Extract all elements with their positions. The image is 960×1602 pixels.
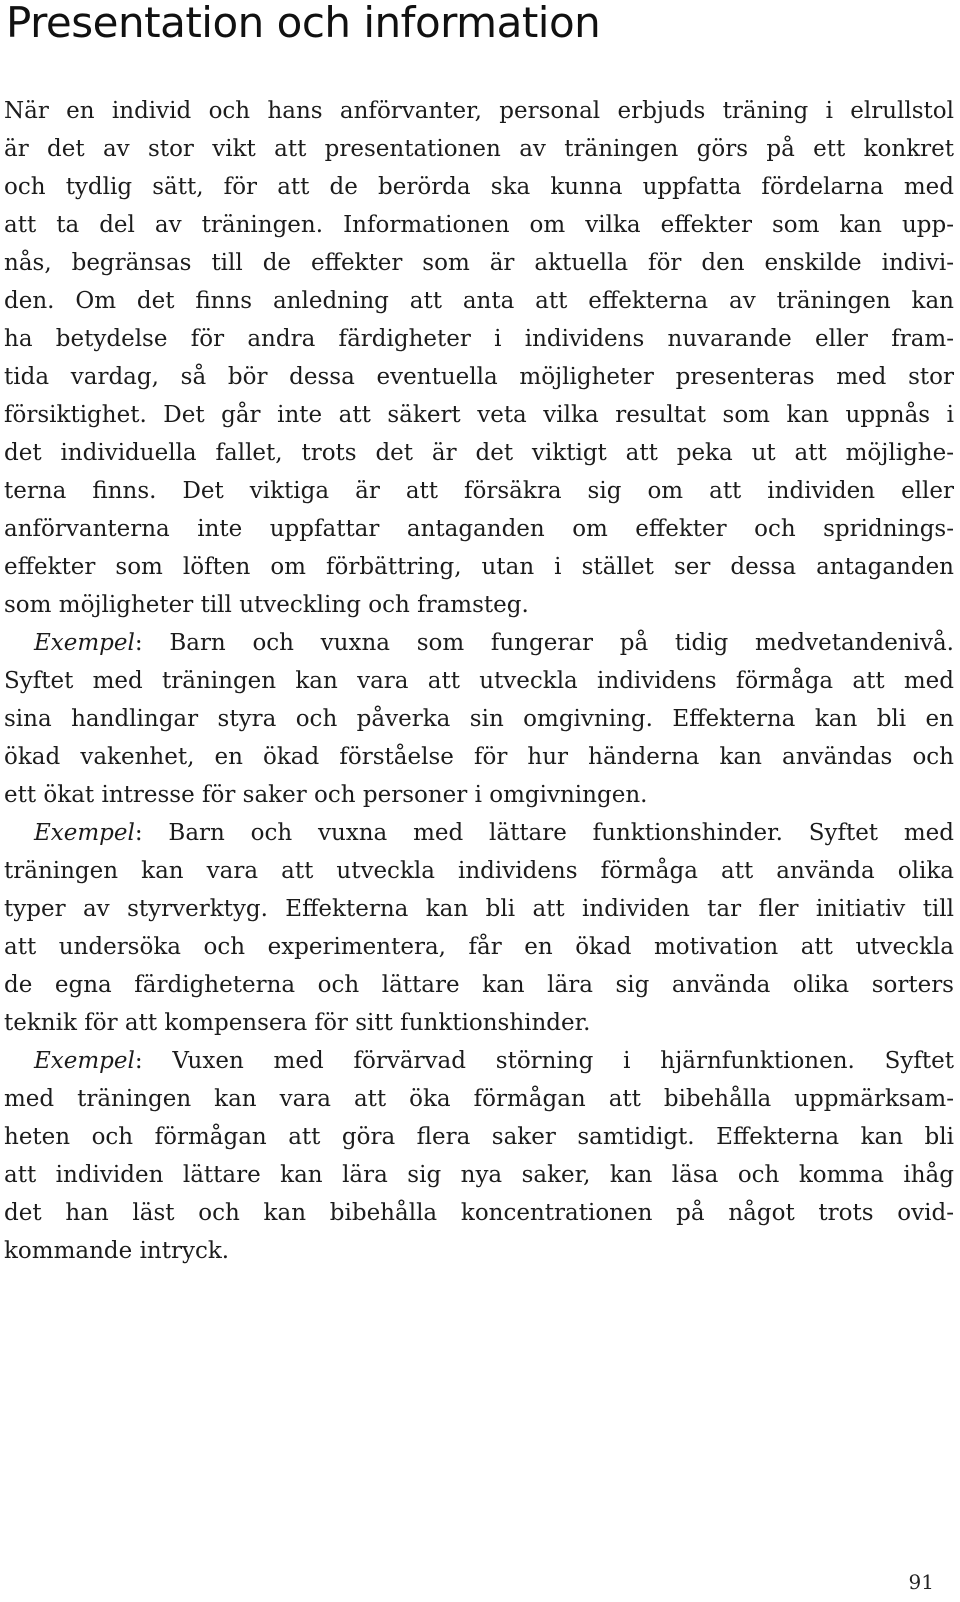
line-text: den. Om det finns anledning att anta att effekterna av träningen kan bbox=[4, 288, 954, 314]
text-line bbox=[4, 244, 954, 282]
line-text: nås, begränsas till de effekter som är aktuella för den enskilde indivi- bbox=[4, 250, 954, 276]
text-line bbox=[4, 738, 954, 776]
line-text: anförvanterna inte uppfattar antaganden om effekter och spridnings- bbox=[4, 516, 954, 542]
line-text: det individuella fallet, trots det är det viktigt att peka ut att möjlighe- bbox=[4, 440, 954, 466]
text-line bbox=[4, 358, 954, 396]
text-line bbox=[4, 662, 954, 700]
text-line bbox=[4, 1232, 954, 1270]
line-text: effekter som löften om förbättring, utan i stället ser dessa antaganden bbox=[4, 554, 954, 580]
example-lead: Exempel bbox=[34, 820, 135, 846]
text-line bbox=[4, 92, 954, 130]
text-line bbox=[4, 890, 954, 928]
line-text: Syftet med träningen kan vara att utveckla individens förmåga att med bbox=[4, 668, 954, 694]
line-text: : Vuxen med förvärvad störning i hjärnfunktionen. Syftet bbox=[134, 1048, 954, 1074]
line-text: att individen lättare kan lära sig nya saker, kan läsa och komma ihåg bbox=[4, 1162, 954, 1188]
text-line bbox=[4, 966, 954, 1004]
line-text: heten och förmågan att göra flera saker samtidigt. Effekterna kan bli bbox=[4, 1124, 954, 1150]
text-line bbox=[4, 206, 954, 244]
line-text: terna finns. Det viktiga är att försäkra sig om att individen eller bbox=[4, 478, 954, 504]
line-text: träningen kan vara att utveckla individens förmåga att använda olika bbox=[4, 858, 954, 884]
line-text: sina handlingar styra och påverka sin omgivning. Effekterna kan bli en bbox=[4, 706, 954, 732]
text-line bbox=[4, 776, 954, 814]
example-lead: Exempel bbox=[34, 1048, 135, 1074]
text-line bbox=[4, 168, 954, 206]
line-text: de egna färdigheterna och lättare kan lära sig använda olika sorters bbox=[4, 972, 954, 998]
page-title: Presentation och information bbox=[6, 0, 601, 47]
text-line bbox=[4, 434, 954, 472]
line-text: som möjligheter till utveckling och framsteg. bbox=[4, 592, 529, 618]
text-line bbox=[4, 1156, 954, 1194]
line-text: det han läst och kan bibehålla koncentrationen på något trots ovid- bbox=[4, 1200, 954, 1226]
example-lead: Exempel bbox=[34, 630, 135, 656]
text-line bbox=[4, 852, 954, 890]
text-line bbox=[4, 396, 954, 434]
line-text: ökad vakenhet, en ökad förståelse för hur händerna kan användas och bbox=[4, 744, 954, 770]
line-text: att undersöka och experimentera, får en ökad motivation att utveckla bbox=[4, 934, 954, 960]
line-text: är det av stor vikt att presentationen av träningen görs på ett konkret bbox=[4, 136, 954, 162]
text-line bbox=[4, 472, 954, 510]
text-line bbox=[4, 1004, 954, 1042]
page-number: 91 bbox=[908, 1570, 934, 1594]
line-text: försiktighet. Det går inte att säkert veta vilka resultat som kan uppnås i bbox=[4, 402, 954, 428]
line-text: ha betydelse för andra färdigheter i individens nuvarande eller fram- bbox=[4, 326, 954, 352]
text-line bbox=[4, 510, 954, 548]
line-text: med träningen kan vara att öka förmågan att bibehålla uppmärksam- bbox=[4, 1086, 954, 1112]
line-text: tida vardag, så bör dessa eventuella möjligheter presenteras med stor bbox=[4, 364, 954, 390]
text-line bbox=[4, 130, 954, 168]
text-line bbox=[4, 1118, 954, 1156]
example-line bbox=[4, 814, 954, 852]
line-text: typer av styrverktyg. Effekterna kan bli att individen tar fler initiativ till bbox=[4, 896, 954, 922]
line-text: ett ökat intresse för saker och personer i omgivningen. bbox=[4, 782, 648, 808]
text-line bbox=[4, 586, 954, 624]
line-text: : Barn och vuxna som fungerar på tidig medvetandenivå. bbox=[134, 630, 954, 656]
text-line bbox=[4, 1080, 954, 1118]
line-text: att ta del av träningen. Informationen om vilka effekter som kan upp- bbox=[4, 212, 954, 238]
text-line bbox=[4, 548, 954, 586]
line-text: När en individ och hans anförvanter, personal erbjuds träning i elrullstol bbox=[4, 98, 954, 124]
body-text bbox=[4, 92, 954, 1270]
text-line bbox=[4, 1194, 954, 1232]
example-line bbox=[4, 1042, 954, 1080]
example-line bbox=[4, 624, 954, 662]
text-line bbox=[4, 700, 954, 738]
line-text: kommande intryck. bbox=[4, 1238, 230, 1264]
text-line bbox=[4, 320, 954, 358]
line-text: teknik för att kompensera för sitt funktionshinder. bbox=[4, 1010, 591, 1036]
line-text: : Barn och vuxna med lättare funktionshinder. Syftet med bbox=[134, 820, 954, 846]
line-text: och tydlig sätt, för att de berörda ska kunna uppfatta fördelarna med bbox=[4, 174, 954, 200]
text-line bbox=[4, 282, 954, 320]
text-line bbox=[4, 928, 954, 966]
